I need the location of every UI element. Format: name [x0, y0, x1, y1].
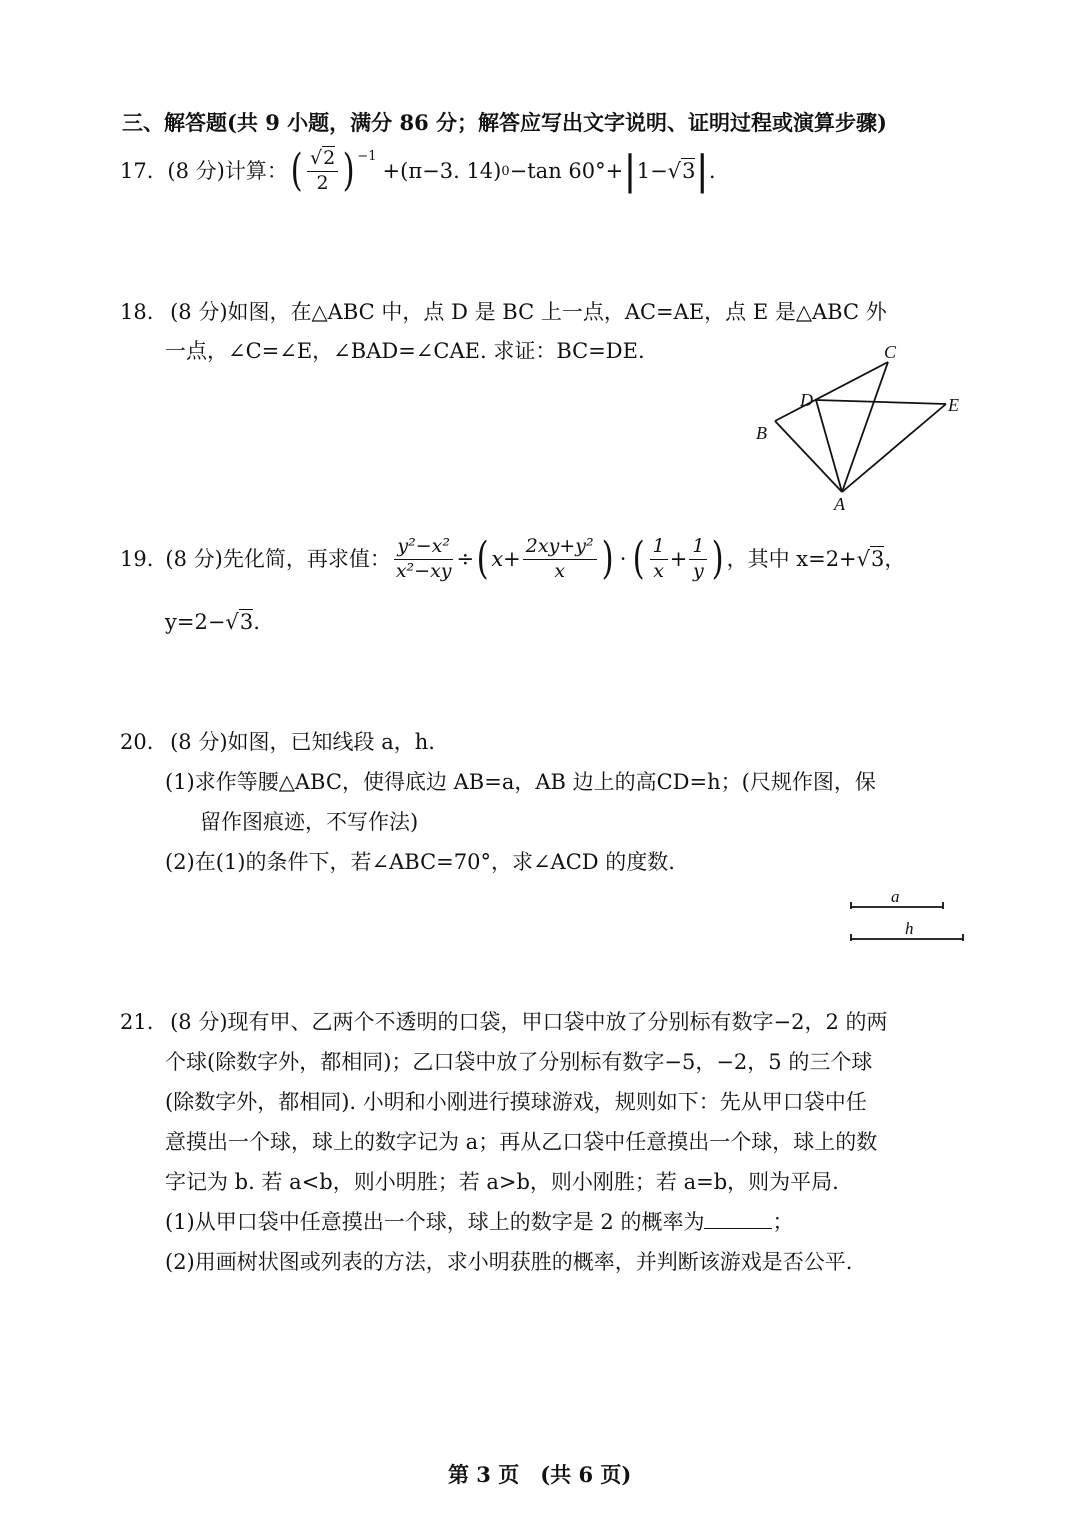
q17-sqrt-num: 2 — [323, 147, 336, 169]
q19-where-end: ， — [884, 546, 906, 571]
q17-score: (8 分)计算： — [167, 158, 288, 183]
q18-line2: 一点，∠C=∠E，∠BAD=∠CAE. 求证：BC=DE. — [165, 339, 645, 363]
q20-line1: (8 分)如图，已知线段 a，h. — [170, 730, 435, 754]
q21-part1 — [165, 1210, 793, 1235]
q20-part1-line1: (1)求作等腰△ABC，使得底边 AB=a，AB 边上的高CD=h；(尺规作图，保 — [165, 770, 876, 794]
q19-fraction-2 — [523, 536, 597, 583]
q19-f2-num: 2xy+y² — [523, 536, 597, 560]
q17-fraction: $\frac{√2}{2}$ — [307, 148, 338, 195]
q18-number: 18. — [120, 300, 154, 324]
q19-f4-num: 1 — [689, 536, 707, 560]
q21-line-5: 字记为 b. 若 a<b，则小明胜；若 a>b，则小刚胜；若 a=b，则为平局. — [165, 1170, 839, 1194]
q18-label-a: A — [834, 494, 845, 514]
q19-f1-num: y²−x² — [394, 536, 453, 560]
q19-score: (8 分)先化简，再求值： — [165, 546, 391, 571]
q17-exp: −1 — [357, 148, 377, 164]
q19-line2: y=2−√3. — [165, 610, 260, 634]
q21-line-2: 个球(除数字外，都相同)；乙口袋中放了分别标有数字−5，−2，5 的三个球 — [165, 1050, 873, 1074]
question-19: 19. (8 分)先化简，再求值： $\frac{\text{y²−x²}}{\text{x²−xy}}$ ÷ ( x+ $\frac{\text{2xy+y²}}{x}$ ) · ( $\frac{1}{x}$ + $\frac{1}{y}$ ) ，其中 x=2+ √3 ， — [120, 533, 906, 585]
q19-paren-open-1: ( — [476, 533, 489, 585]
q20-number: 20. — [120, 730, 154, 754]
q20-part1-line2: 留作图痕迹，不写作法) — [200, 810, 419, 834]
q21-answer-blank — [704, 1210, 772, 1229]
q19-where: ，其中 x=2+ — [726, 546, 857, 571]
q20-part2: (2)在(1)的条件下，若∠ABC=70°，求∠ACD 的度数. — [165, 850, 675, 874]
q17-mid: +(π−3. 14) — [382, 158, 502, 183]
q19-where-sqrt: 3 — [871, 546, 885, 571]
q17-tail: −tan 60°+ — [509, 158, 624, 183]
q19-f4-den: y — [692, 559, 704, 582]
q21-part1-text: (1)从甲口袋中任意摸出一个球，球上的数字是 2 的概率为 — [165, 1210, 705, 1234]
q19-fraction-3 — [650, 536, 668, 583]
q19-plus: + — [669, 546, 688, 571]
q18-label-d: D — [800, 390, 813, 410]
question-20 — [120, 730, 435, 755]
q18-segment-de — [816, 400, 946, 404]
q17-end: . — [708, 158, 716, 183]
q19-paren-open-2: ( — [633, 533, 646, 585]
section-header: 三、解答题(共 9 小题，满分 86 分；解答应写出文字说明、证明过程或演算步骤) — [122, 110, 887, 135]
q18-label-e: E — [948, 395, 959, 415]
q19-line2-a: y=2− — [165, 610, 226, 634]
q17-paren-open: ( — [290, 145, 303, 197]
question-17: 17. (8 分)计算： ( $\frac{√2}{2}$ ) $^{-1}$ +(π−3. 14) 0 −tan 60°+ | 1− √3 | . — [120, 145, 716, 197]
q17-abs-b: 3 — [682, 158, 696, 183]
q19-dot: · — [619, 546, 627, 571]
q18-triangle-figure — [750, 336, 980, 516]
q20-label-h: h — [905, 919, 914, 938]
q21-number: 21. — [120, 1010, 154, 1034]
q19-paren-close-1: ) — [601, 533, 614, 585]
page-footer: 第 3 页 (共 6 页) — [448, 1462, 632, 1487]
q19-f3-den: x — [653, 559, 665, 582]
q19-f3-num: 1 — [650, 536, 668, 560]
q21-part2: (2)用画树状图或列表的方法，求小明获胜的概率，并判断该游戏是否公平. — [165, 1250, 853, 1274]
q19-fraction-4 — [689, 536, 707, 583]
q19-paren-close-2: ) — [711, 533, 725, 585]
q18-label-c: C — [884, 342, 897, 362]
q19-f2-den: x — [554, 559, 566, 582]
q17-paren-close: ) — [342, 145, 355, 197]
q19-f1-den: x²−xy — [395, 559, 452, 582]
q17-abs-a: 1− — [636, 158, 668, 183]
q20-segments-figure — [845, 885, 975, 945]
q17-mid-exp: 0 — [501, 163, 510, 179]
question-21 — [120, 1010, 888, 1035]
q18-label-b: B — [756, 423, 767, 443]
q17-number: 17. — [120, 158, 154, 183]
q21-line-3: (除数字外，都相同). 小明和小刚进行摸球游戏，规则如下：先从甲口袋中任 — [165, 1090, 867, 1114]
q21-line-4: 意摸出一个球，球上的数字记为 a；再从乙口袋中任意摸出一个球，球上的数 — [165, 1130, 878, 1154]
q19-line2-end: . — [253, 610, 260, 634]
q21-line-1: (8 分)现有甲、乙两个不透明的口袋，甲口袋中放了分别标有数字−2，2 的两 — [170, 1010, 888, 1034]
q19-x-plus: x+ — [491, 546, 521, 571]
q20-label-a: a — [891, 887, 900, 906]
question-18 — [120, 300, 887, 325]
q21-part1-end: ； — [772, 1210, 794, 1234]
q19-number: 19. — [120, 546, 154, 571]
q19-line2-sqrt: 3 — [239, 610, 254, 634]
q18-line1: (8 分)如图，在△ABC 中，点 D 是 BC 上一点，AC=AE，点 E 是△ABC 外 — [170, 300, 887, 324]
q17-abs-open: | — [623, 148, 637, 195]
q19-div: ÷ — [456, 546, 475, 571]
q19-fraction-1 — [393, 536, 455, 583]
q17-abs-close: | — [695, 148, 709, 195]
q17-den: 2 — [316, 171, 329, 194]
